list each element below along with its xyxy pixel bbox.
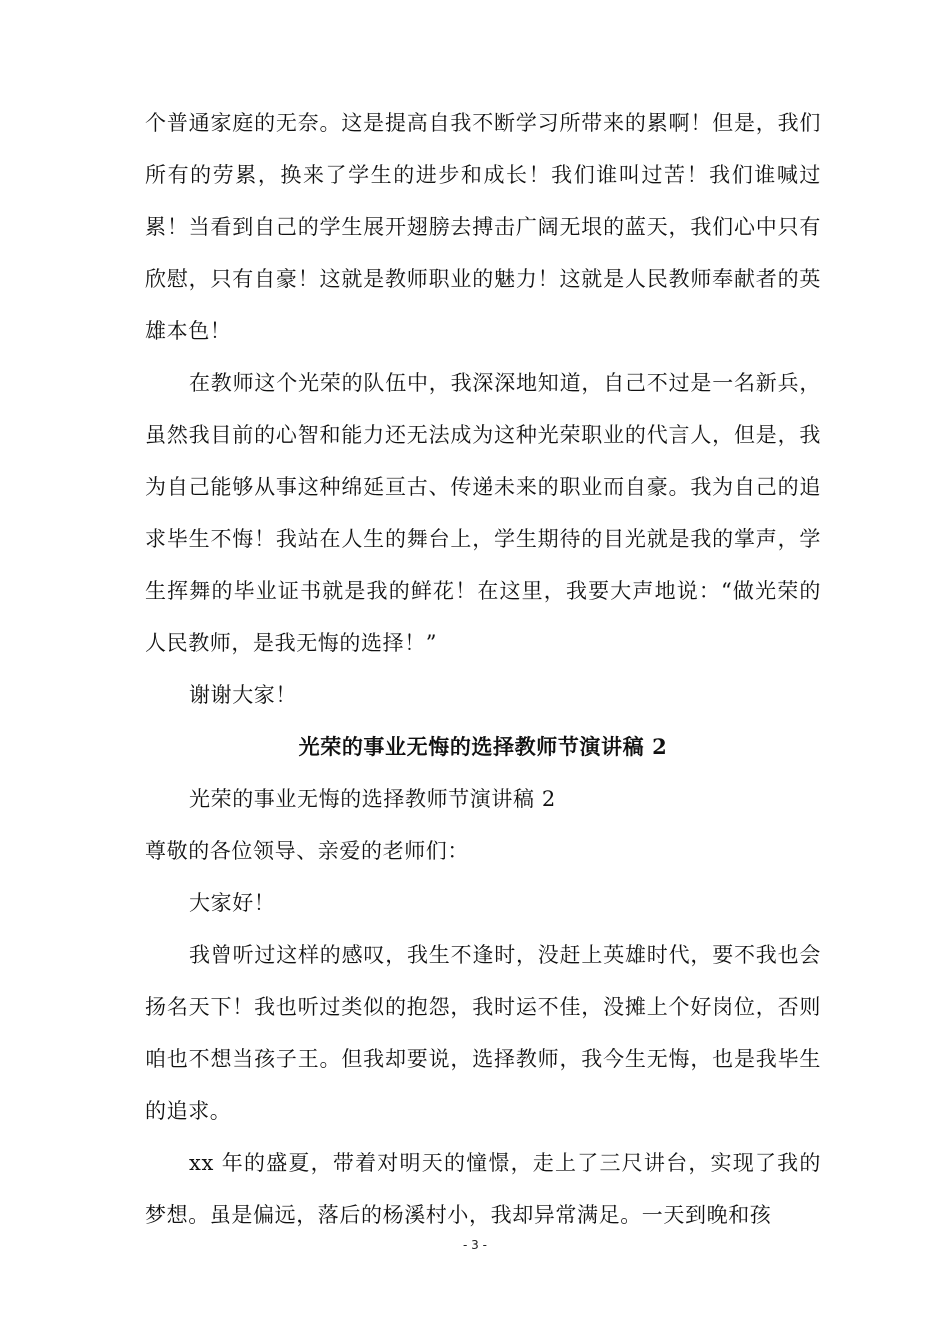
body-paragraph: 我曾听过这样的感叹，我生不逢时，没赶上英雄时代，要不我也会扬名天下！我也听过类似的抱怨，我时运不佳，没摊上个好岗位，否则咱也不想当孩子王。但我却要说，选择教师，我今生无悔，也是我毕生的追求。: [145, 943, 821, 1123]
page-number: - 3 -: [463, 1238, 487, 1252]
body-paragraph: 个普通家庭的无奈。这是提高自我不断学习所带来的累啊！但是，我们所有的劳累，换来了学生的进步和成长！我们谁叫过苦！我们谁喊过累！当看到自己的学生展开翅膀去搏击广阔无垠的蓝天，我们心中只有欣慰，只有自豪！这就是教师职业的魅力！这就是人民教师奉献者的英雄本色！: [145, 111, 821, 343]
section-subtitle: 光荣的事业无悔的选择教师节演讲稿 2: [189, 787, 556, 811]
section-heading: 光荣的事业无悔的选择教师节演讲稿 2: [298, 734, 668, 759]
body-paragraph: xx 年的盛夏，带着对明天的憧憬，走上了三尺讲台，实现了我的梦想。虽是偏远，落后的杨溪村小，我却异常满足。一天到晚和孩: [145, 1151, 821, 1227]
document-body: [145, 97, 821, 1241]
greeting: 大家好！: [189, 891, 276, 915]
body-paragraph: 在教师这个光荣的队伍中，我深深地知道，自己不过是一名新兵，虽然我目前的心智和能力还无法成为这种光荣职业的代言人，但是，我为自己能够从事这种绵延亘古、传递未来的职业而自豪。我为自己的追求毕生不悔！我站在人生的舞台上，学生期待的目光就是我的掌声，学生挥舞的毕业证书就是我的鲜花！在这里，我要大声地说：“做光荣的人民教师，是我无悔的选择！”: [145, 371, 821, 655]
salutation: 尊敬的各位领导、亲爱的老师们：: [145, 839, 469, 863]
closing-thanks: 谢谢大家！: [189, 683, 297, 707]
